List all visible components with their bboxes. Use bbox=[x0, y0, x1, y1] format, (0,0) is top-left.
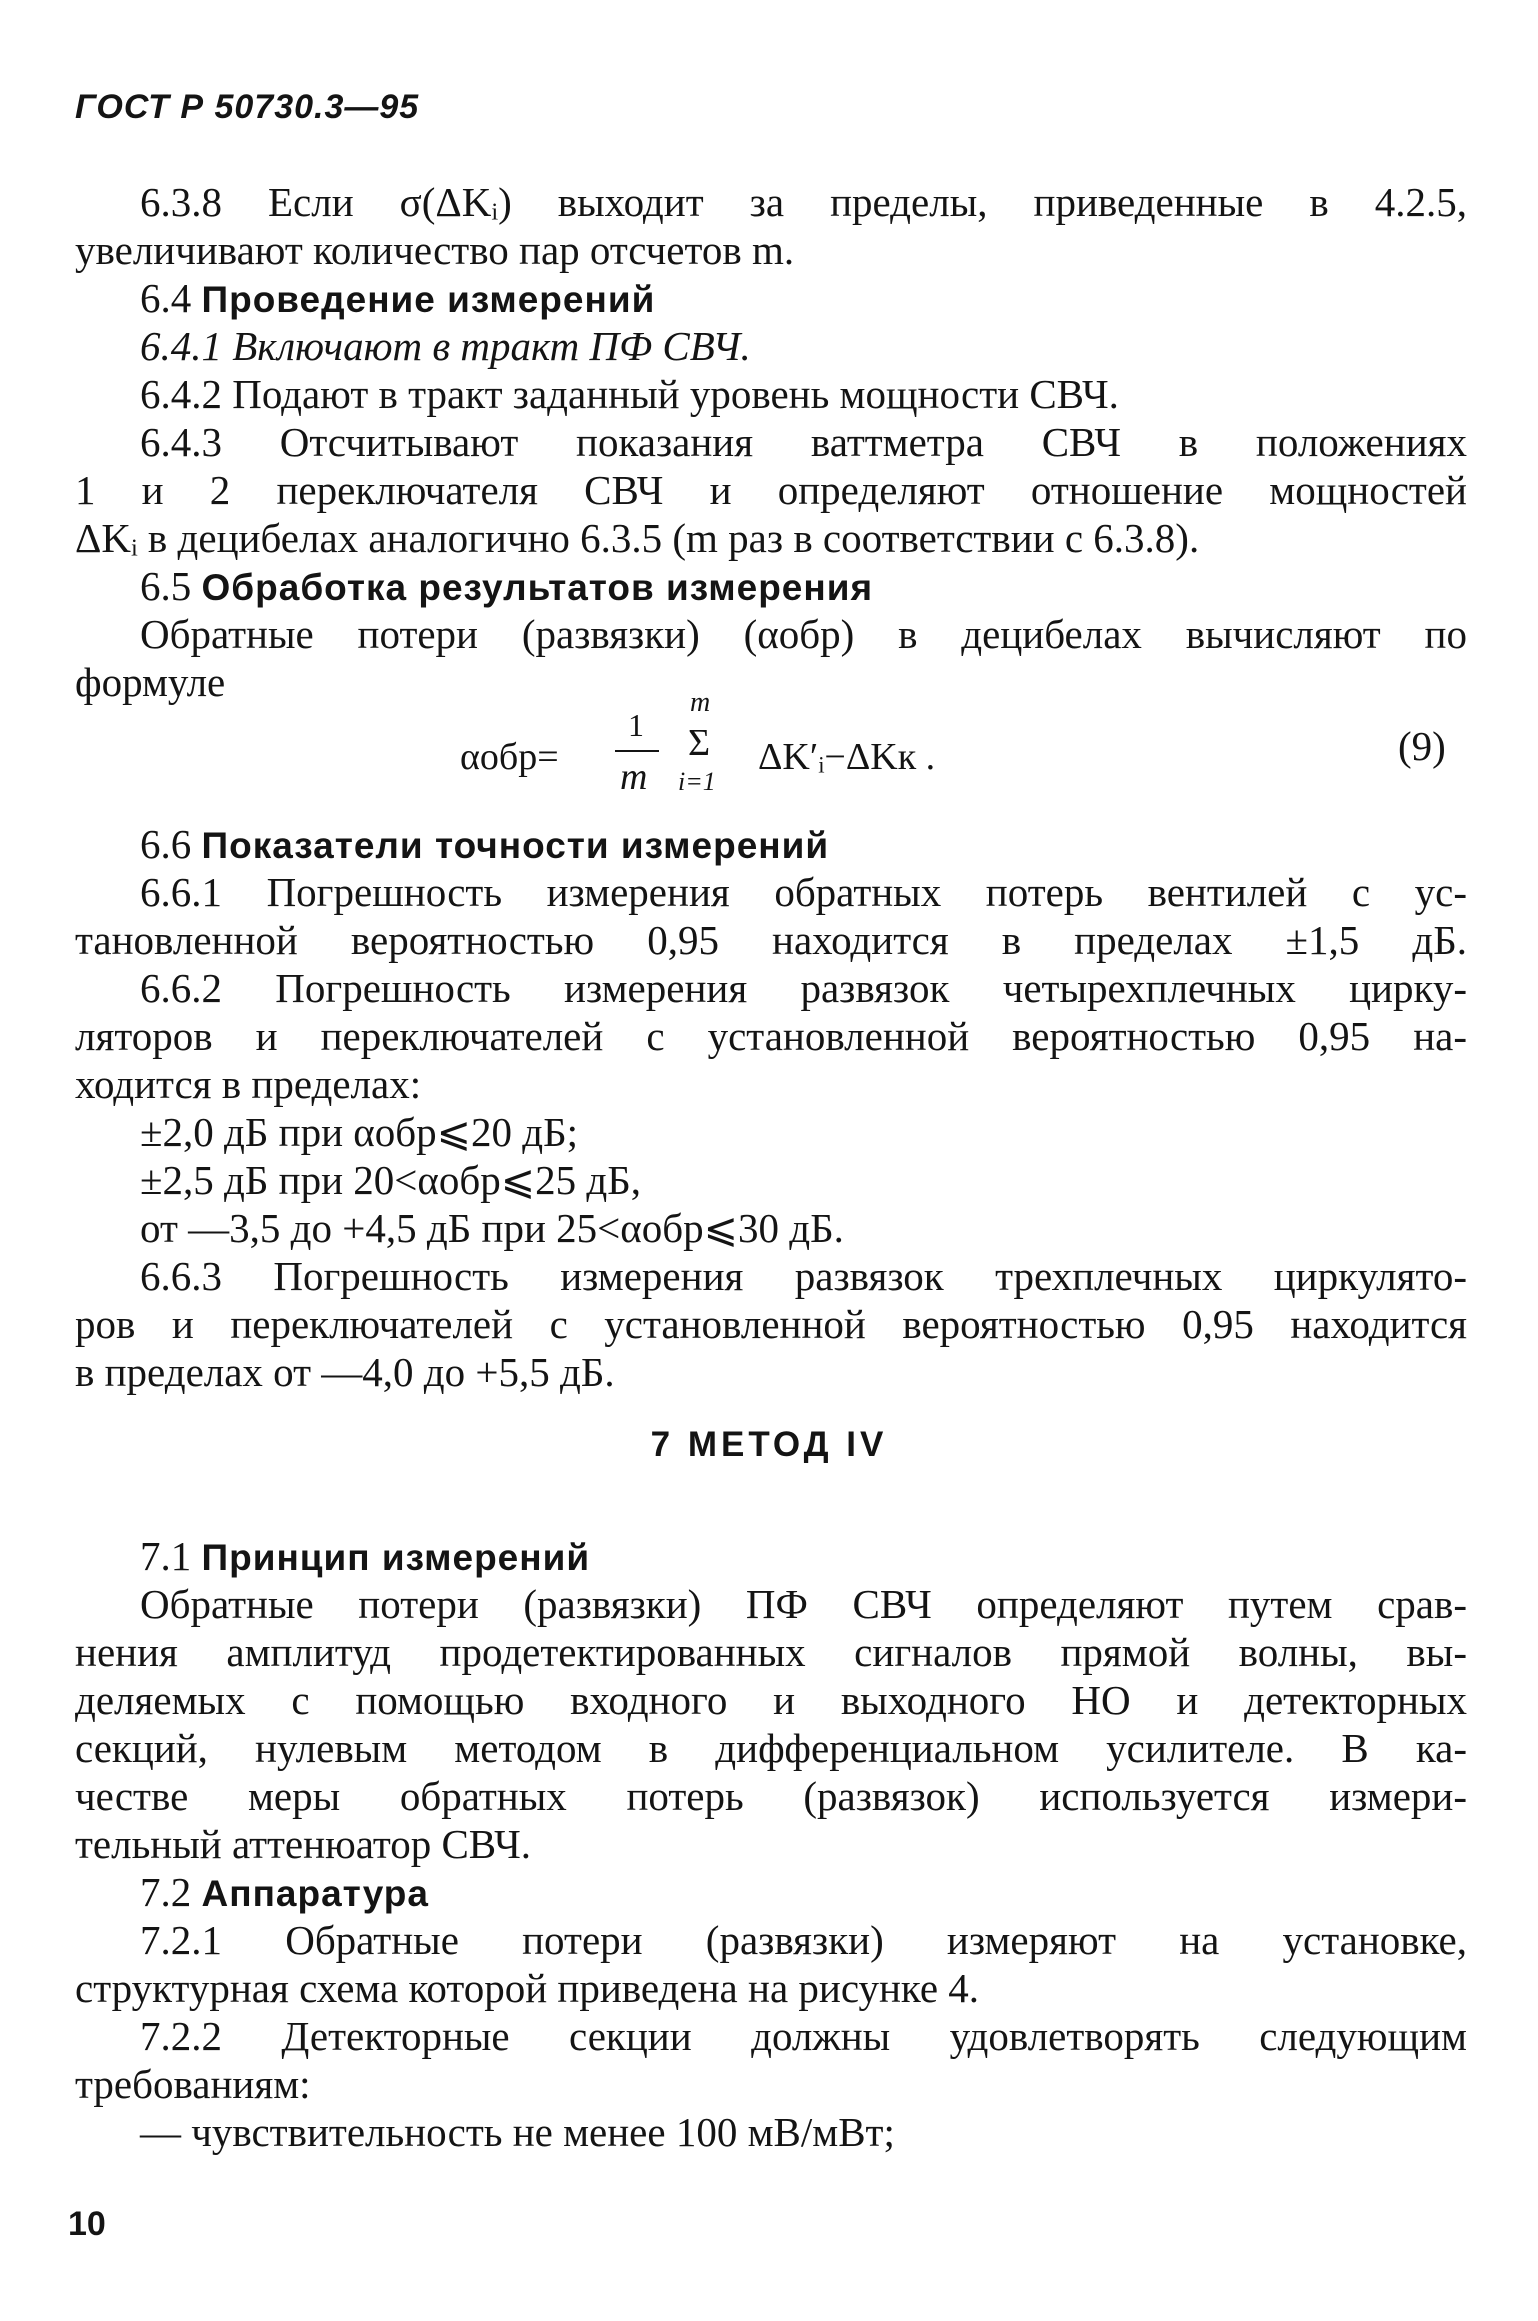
text-line: 6.3.8 Если σ(ΔKᵢ) выходит за пределы, приведенные в 4.2.5, bbox=[140, 179, 1467, 225]
text-line: ±2,0 дБ при αобр⩽20 дБ; bbox=[140, 1109, 579, 1155]
text-line: 7.2.2 Детекторные секции должны удовлетворять следующим bbox=[140, 2013, 1467, 2059]
formula-number: (9) bbox=[1398, 723, 1446, 769]
text-line: ΔKᵢ в децибелах аналогично 6.3.5 (m раз в соответствии с 6.3.8). bbox=[75, 515, 1200, 561]
page-number: 10 bbox=[68, 2205, 106, 2243]
text-line: 6.4.2 Подают в тракт заданный уровень мощности СВЧ. bbox=[140, 371, 1119, 417]
text-line: 6.6.3 Погрешность измерения развязок трехплечных циркулято- bbox=[140, 1253, 1467, 1299]
text-line: 6.6.2 Погрешность измерения развязок четырехплечных цирку- bbox=[140, 965, 1467, 1011]
text-line: секций, нулевым методом в дифференциальном усилителе. В ка- bbox=[75, 1725, 1467, 1771]
text-line: ±2,5 дБ при 20<αобр⩽25 дБ, bbox=[140, 1157, 642, 1203]
subsection-number: 7.2 bbox=[140, 1869, 192, 1915]
text-line: тельный аттенюатор СВЧ. bbox=[75, 1821, 532, 1867]
subsection-heading bbox=[140, 1532, 1467, 1582]
subsection-title: Аппаратура bbox=[201, 1873, 429, 1914]
subsection-title: Обработка результатов измерения bbox=[201, 567, 874, 608]
subsection-number: 6.6 bbox=[140, 821, 192, 867]
text-line: ходится в пределах: bbox=[75, 1061, 422, 1107]
subsection-number: 6.5 bbox=[140, 563, 192, 609]
formula-body: ΔK′ᵢ−ΔKк . bbox=[758, 736, 936, 778]
text-line: 6.4.3 Отсчитывают показания ваттметра СВЧ в положениях bbox=[140, 419, 1467, 465]
formula-sum-upper: m bbox=[690, 687, 711, 718]
subsection-heading bbox=[140, 562, 1467, 612]
subsection-heading bbox=[140, 1868, 1467, 1918]
subsection-heading bbox=[140, 274, 1467, 324]
text-line: 1 и 2 переключателя СВЧ и определяют отношение мощностей bbox=[75, 467, 1467, 513]
text-line: структурная схема которой приведена на рисунке 4. bbox=[75, 1965, 980, 2011]
formula-fraction-bar bbox=[615, 750, 659, 752]
text-line: Обратные потери (развязки) ПФ СВЧ определяют путем срав- bbox=[140, 1581, 1467, 1627]
text-line: ляторов и переключателей с установленной вероятностью 0,95 на- bbox=[75, 1013, 1467, 1059]
text-line: — чувствительность не менее 100 мВ/мВт; bbox=[140, 2109, 895, 2155]
subsection-number: 7.1 bbox=[140, 1533, 192, 1579]
text-line: 6.4.1 Включают в тракт ПФ СВЧ. bbox=[140, 323, 751, 369]
formula-fraction-denominator: m bbox=[620, 756, 648, 798]
formula-9 bbox=[460, 687, 1020, 805]
text-line: формуле bbox=[75, 659, 226, 705]
text-line: от —3,5 до +4,5 дБ при 25<αобр⩽30 дБ. bbox=[140, 1205, 844, 1251]
standard-header: ГОСТ Р 50730.3—95 bbox=[75, 88, 420, 126]
text-line: увеличивают количество пар отсчетов m. bbox=[75, 227, 795, 273]
formula-fraction-numerator: 1 bbox=[628, 707, 644, 743]
text-line: Обратные потери (развязки) (αобр) в децибелах вычисляют по bbox=[140, 611, 1467, 657]
section-title: 7 МЕТОД IV bbox=[650, 1425, 888, 1464]
subsection-title: Принцип измерений bbox=[201, 1537, 591, 1578]
formula-sum-sign: Σ bbox=[688, 722, 711, 764]
text-line: 6.6.1 Погрешность измерения обратных потерь вентилей с ус- bbox=[140, 869, 1467, 915]
subsection-title: Проведение измерений bbox=[201, 279, 656, 320]
text-line: честве меры обратных потерь (развязок) используется измери- bbox=[75, 1773, 1467, 1819]
text-line: ров и переключателей с установленной вероятностью 0,95 находится bbox=[75, 1301, 1467, 1347]
text-line: требованиям: bbox=[75, 2061, 311, 2107]
formula-lhs: αобр= bbox=[460, 736, 559, 778]
subsection-heading bbox=[140, 820, 1467, 870]
formula-sum-lower: i=1 bbox=[678, 767, 716, 796]
subsection-title: Показатели точности измерений bbox=[201, 825, 830, 866]
text-line: в пределах от —4,0 до +5,5 дБ. bbox=[75, 1349, 615, 1395]
text-line: 7.2.1 Обратные потери (развязки) измеряют на установке, bbox=[140, 1917, 1467, 1963]
text-line: тановленной вероятностью 0,95 находится в пределах ±1,5 дБ. bbox=[75, 917, 1467, 963]
text-line: нения амплитуд продетектированных сигналов прямой волны, вы- bbox=[75, 1629, 1467, 1675]
subsection-number: 6.4 bbox=[140, 275, 192, 321]
text-line: деляемых с помощью входного и выходного НО и детекторных bbox=[75, 1677, 1467, 1723]
